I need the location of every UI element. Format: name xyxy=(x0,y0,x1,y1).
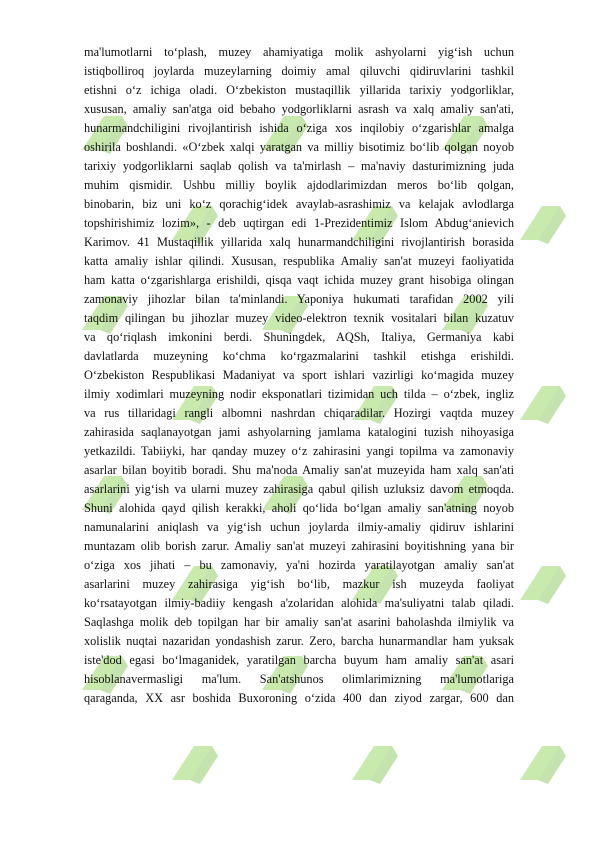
text-line: iste'dod egasi bo‘lmaganidek, yaratilgan barcha buyum ham amaliy san'at asari xyxy=(84,653,514,667)
text-line: katta amaliy ishlar qilindi. Xususan, respublika Amaliy san'at muzeyi faoliyatida xyxy=(84,254,514,268)
text-line: Saqlashga molik deb topilgan har bir amaliy san'at asarini baholashda ilmiylik va xyxy=(84,615,514,629)
body-text xyxy=(84,43,514,708)
text-line: asarlar bilan boyitib boradi. Shu ma'noda Amaliy san'at muzeyida ham xalq san'ati xyxy=(84,463,514,477)
text-line: ilmiy xodimlari muzeyning nodir eksponatlari tizimidan uch tilda – o‘zbek, ingliz xyxy=(84,387,514,401)
text-line: va qo‘riqlash imkonini berdi. Shuningdek, AQSh, Italiya, Germaniya kabi xyxy=(84,330,514,344)
text-line: davlatlarda muzeyning ko‘chma ko‘rgazmalarini tashkil etishga erishildi. xyxy=(84,349,514,363)
text-line: zamonaviy jihozlar bilan ta'minlandi. Yaponiya hukumati tarafidan 2002 yili xyxy=(84,292,514,306)
text-line: Karimov. 41 Mustaqillik yillarida xalq hunarmandchiligini rivojlantirish borasida xyxy=(84,235,514,249)
text-line: oshirila boshlandi. «O‘zbek xalqi yaratgan va milliy bisotimiz bo‘lib qolgan noyob xyxy=(84,140,514,154)
text-line: istiqbolliroq joylarda muzeylarning doimiy amal qiluvchi qidiruvlarini tashkil xyxy=(84,64,514,78)
text-line: ko‘rsatayotgan ilmiy-badiiy kengash a'zolaridan alohida ma'suliyatni talab qiladi. xyxy=(84,596,514,610)
text-line: qaraganda, XX asr boshida Buxoroning o‘zida 400 dan ziyod zargar, 600 dan xyxy=(84,691,514,705)
text-line: taqdim qilingan bu jihozlar muzey video-elektron texnik vositalari bilan kuzatuv xyxy=(84,311,514,325)
text-line: asarlarini yig‘ish va ularni muzey zahirasiga qabul qilish uzluksiz davom etmoqda. xyxy=(84,482,514,496)
text-line: ham katta o‘zgarishlarga erishildi, qisqa vaqt ichida muzey grant hisobiga olingan xyxy=(84,273,514,287)
text-line: zahirasida saqlanayotgan jami ashyolarning jamlama katalogini tuzish nihoyasiga xyxy=(84,425,514,439)
text-line: O‘zbekiston Respublikasi Madaniyat va sport ishlari vazirligi ko‘magida muzey xyxy=(84,368,514,382)
text-line: yetkazildi. Tabiiyki, har qanday muzey o‘z zahirasini yangi topilma va zamonaviy xyxy=(84,444,514,458)
text-line: muhim qismidir. Ushbu milliy boylik ajdodlarimizdan meros bo‘lib qolgan, xyxy=(84,178,514,192)
text-line: binobarin, biz uni ko‘z qorachig‘idek avaylab-asrashimiz va kelajak avlodlarga xyxy=(84,197,514,211)
text-line: topshirishimiz lozim», - deb uqtirgan edi 1-Prezidentimiz Islom Abdug‘anievich xyxy=(84,216,514,230)
text-line: tarixiy yodgorliklarni saqlab qolish va ta'mirlash – ma'naviy dasturimizning juda xyxy=(84,159,514,173)
text-line: asarlarini muzey zahirasiga yig‘ish bo‘lib, mazkur ish muzeyda faoliyat xyxy=(84,577,514,591)
text-line: xususan, amaliy san'atga oid bebaho yodgorliklarni asrash va xalq amaliy san'ati, xyxy=(84,102,514,116)
text-line: hisoblanavermasligi ma'lum. San'atshunos olimlarimizning ma'lumotlariga xyxy=(84,672,514,686)
text-line: muntazam olib borish zarur. Amaliy san'at muzeyi zahirasini boyitishning yana bir xyxy=(84,539,514,553)
text-line: namunalarini aniqlash va yig‘ish uchun joylarda ilmiy-amaliy qidiruv ishlarini xyxy=(84,520,514,534)
text-line: Shuni alohida qayd qilish kerakki, aholi qo‘lida bo‘lgan amaliy san'atning noyob xyxy=(84,501,514,515)
text-line: etishni o‘z ichiga oladi. O‘zbekiston mustaqillik yillarida tarixiy yodgorliklar, xyxy=(84,83,514,97)
text-line: xolislik nuqtai nazaridan yondashish zarur. Zero, barcha hunarmandlar ham yuksak xyxy=(84,634,514,648)
text-line: va rus tillaridagi rangli albomni nashrdan chiqaradilar. Hozirgi vaqtda muzey xyxy=(84,406,514,420)
text-line: hunarmandchiligini rivojlantirish ishida o‘ziga xos inqilobiy o‘zgarishlar amalga xyxy=(84,121,514,135)
text-line: ma'lumotlarni to‘plash, muzey ahamiyatiga molik ashyolarni yig‘ish uchun xyxy=(84,45,514,59)
text-line: o‘ziga xos jihati – bu zamonaviy, ya'ni hozirda yaratilayotgan amaliy san'at xyxy=(84,558,514,572)
